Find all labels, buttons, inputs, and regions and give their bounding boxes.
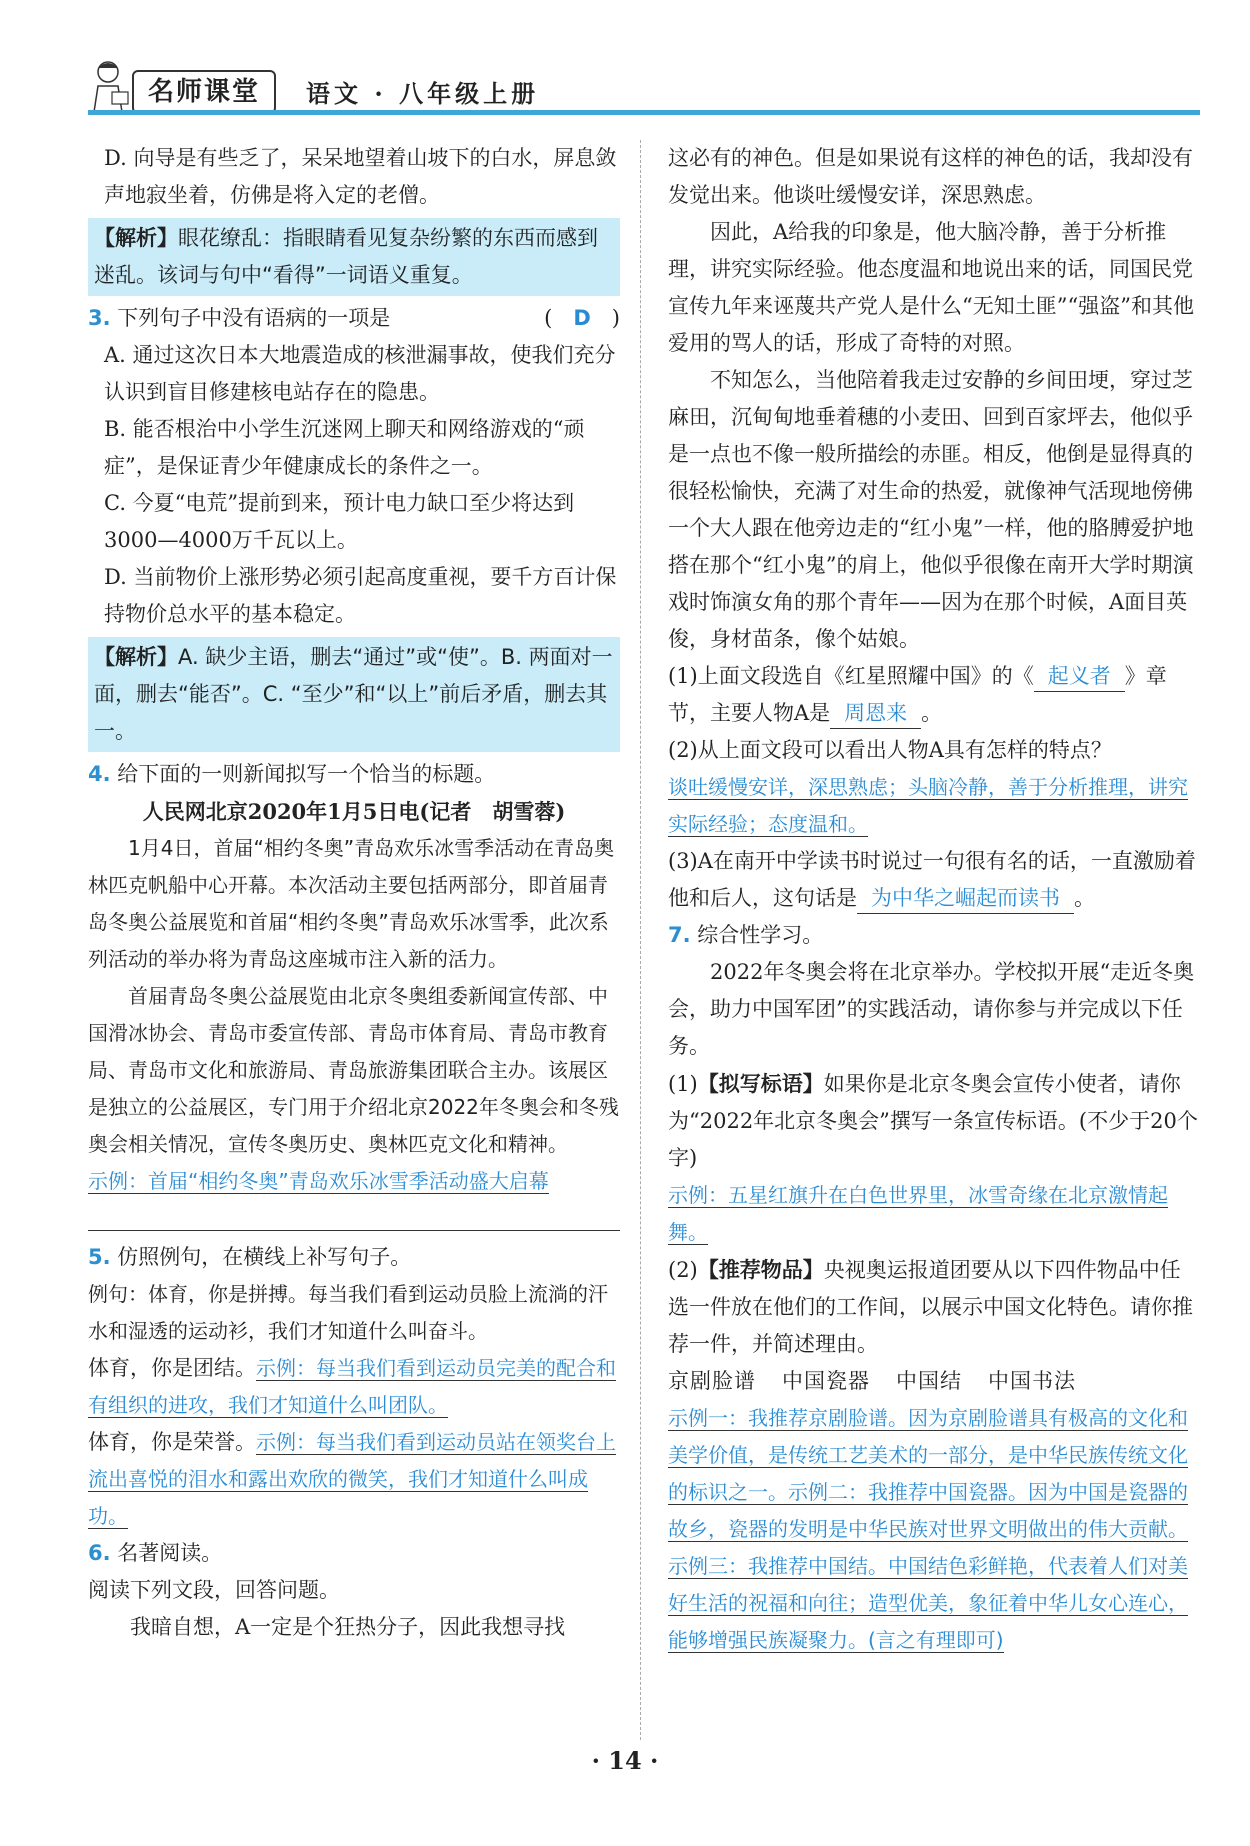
q7-task-2: (2)【推荐物品】央视奥运报道团要从以下四件物品中任选一件放在他们的工作间，以展示中国文化特色。请你推荐一件，并简述理由。 [668, 1257, 1193, 1356]
q6-number: 6. [88, 1541, 111, 1565]
q7-1-tag: 【拟写标语】 [697, 1071, 824, 1096]
q5-answer-1: 示例：每当我们看到运动员完美的配合和有组织的进攻，我们才知道什么叫团队。 [88, 1356, 616, 1417]
right-column [668, 140, 1200, 1659]
page-header [88, 58, 1200, 116]
page-number: · 14 · [591, 1746, 659, 1775]
item-chinese-knot: 中国结 [896, 1369, 962, 1393]
q6-1-answer-chapter: 起义者 [1034, 661, 1125, 692]
brand-logo: 名师课堂 [132, 70, 276, 114]
q6-passage-1: 这必有的神色。但是如果说有这样的神色的话，我却没有发觉出来。他谈吐缓慢安详，深思熟虑。 [668, 146, 1193, 207]
q4-dateline: 人民网北京2020年1月5日电(记者 胡雪蓉) [142, 799, 566, 824]
q6-3-answer: 为中华之崛起而读书 [857, 883, 1074, 914]
q7-intro: 2022年冬奥会将在北京举办。学校拟开展“走近冬奥会，助力中国军团”的实践活动，请你参与并完成以下任务。 [668, 960, 1195, 1058]
q4-stem-line [88, 756, 620, 793]
q6-sub-2: (2)从上面文段可以看出人物A具有怎样的特点？ [668, 738, 1112, 762]
q6-passage-3: 不知怎么，当他陪着我走过安静的乡间田埂，穿过芝麻田，沉甸甸地垂着穗的小麦田、回到百家坪去，他似乎是一点也不像一般所描绘的赤匪。相反，他倒是显得真的很轻松愉快，充满了对生命的热爱，就像神气活现地傍佛一个大人跟在他旁边走的“红小鬼”一样，他的胳膊爱护地搭在那个“红小鬼”的肩上，他似乎很像在南开大学时期演戏时饰演女角的那个青年——因为在那个时候，A面目英俊，身材苗条，像个姑娘。 [668, 368, 1194, 651]
book-title: 语文 · 八年级上册 [306, 79, 540, 108]
column-divider [640, 140, 641, 1740]
q3-answer: D [573, 306, 591, 330]
q6-instruction: 阅读下列文段，回答问题。 [88, 1578, 340, 1602]
q6-sub-1: (1)上面文段选自《红星照耀中国》的《 起义者 》章节，主要人物A是 周恩来 。 [668, 658, 1200, 732]
q4-answer: 示例：首届“相约冬奥”青岛欢乐冰雪季活动盛大启幕 [88, 1169, 549, 1193]
q5-number: 5. [88, 1245, 111, 1269]
header-rule [88, 110, 1200, 115]
student-mascot-icon [88, 58, 132, 114]
q3-analysis [88, 637, 620, 752]
q5-lead-2: 体育，你是荣誉。 [88, 1430, 256, 1454]
q5-item-1 [88, 1350, 620, 1424]
item-calligraphy: 中国书法 [988, 1369, 1076, 1393]
q7-task-1: (1)【拟写标语】如果你是北京冬奥会宣传小使者，请你为“2022年北京冬奥会”撰写一条宣传标语。(不少于20个字) [668, 1071, 1198, 1170]
q7-stem-line [668, 917, 1200, 954]
q3-stem: 下列句子中没有语病的一项是 [117, 306, 391, 330]
q3-stem-line [88, 300, 620, 337]
q3-option-a: A. 通过这次日本大地震造成的核泄漏事故，使我们充分认识到盲目修建核电站存在的隐患。 [104, 343, 616, 404]
q7-number: 7. [668, 923, 691, 947]
q5-answer-2: 示例：每当我们看到运动员站在领奖台上流出喜悦的泪水和露出欢欣的微笑，我们才知道什么叫成功。 [88, 1430, 616, 1528]
q6-1-answer-person: 周恩来 [830, 698, 921, 729]
q3-option-b: B. 能否根治中小学生沉迷网上聊天和网络游戏的“顽症”，是保证青少年健康成长的条件之一。 [104, 417, 585, 478]
q4-news-para-1: 1月4日，首届“相约冬奥”青岛欢乐冰雪季活动在青岛奥林匹克帆船中心开幕。本次活动主要包括两部分，即首届青岛冬奥公益展览和首届“相约冬奥”青岛欢乐冰雪季，此次系列活动的举办将为青岛这座城市注入新的活力。 [88, 836, 615, 971]
q7-2-items [668, 1363, 1200, 1400]
q5-stem-line [88, 1239, 620, 1276]
q7-stem: 综合性学习。 [697, 923, 824, 947]
q5-lead-1: 体育，你是团结。 [88, 1356, 256, 1380]
q6-passage-2: 因此，A给我的印象是，他大脑冷静，善于分析推理，讲究实际经验。他态度温和地说出来的话，同国民党宣传九年来诬蔑共产党人是什么“无知土匪”“强盗”和其他爱用的骂人的话，形成了奇特的对照。 [668, 220, 1194, 355]
q2-option-d: D. 向导是有些乏了，呆呆地望着山坡下的白水，屏息敛声地寂坐着，仿佛是将入定的老僧。 [104, 146, 617, 207]
item-opera-mask: 京剧脸谱 [668, 1369, 756, 1393]
q4-number: 4. [88, 762, 111, 786]
q3-option-c: C. 今夏“电荒”提前到来，预计电力缺口至少将达到3000—4000万千瓦以上。 [104, 491, 575, 552]
item-porcelain: 中国瓷器 [782, 1369, 870, 1393]
q2-analysis [88, 218, 620, 296]
q4-news-para-2: 首届青岛冬奥公益展览由北京冬奥组委新闻宣传部、中国滑冰协会、青岛市委宣传部、青岛市体育局、青岛市教育局、青岛市文化和旅游局、青岛旅游集团联合主办。该展区是独立的公益展区，专门用于介绍北京2022年冬奥会和冬残奥会相关情况，宣传冬奥历史、奥林匹克文化和精神。 [88, 984, 619, 1156]
left-column [88, 140, 620, 1646]
q6-stem-line [88, 1535, 620, 1572]
q5-example: 例句：体育，你是拼搏。每当我们看到运动员脸上流淌的汗水和湿透的运动衫，我们才知道什么叫奋斗。 [88, 1282, 608, 1343]
analysis-tag: 【解析】 [94, 645, 178, 669]
q4-blank-line [88, 1200, 620, 1231]
q2-analysis-text: 眼花缭乱：指眼睛看见复杂纷繁的东西而感到迷乱。该词与句中“看得”一词语义重复。 [94, 226, 598, 287]
q5-item-2 [88, 1424, 620, 1535]
q4-stem: 给下面的一则新闻拟写一个恰当的标题。 [117, 762, 496, 786]
q6-passage-start: 我暗自想，A一定是个狂热分子，因此我想寻找 [130, 1615, 566, 1639]
q6-sub-3: (3)A在南开中学读书时说过一句很有名的话，一直激励着他和后人，这句话是 为中华之崛起而读书 。 [668, 843, 1200, 917]
q3-number: 3. [88, 306, 111, 330]
analysis-tag: 【解析】 [94, 226, 178, 250]
q7-2-tag: 【推荐物品】 [697, 1257, 824, 1282]
q6-2-answer: 谈吐缓慢安详，深思熟虑；头脑冷静，善于分析推理，讲究实际经验；态度温和。 [668, 775, 1188, 836]
q3-option-d: D. 当前物价上涨形势必须引起高度重视，要千方百计保持物价总水平的基本稳定。 [104, 565, 617, 626]
q3-answer-bracket: ( D ) [544, 306, 620, 330]
q5-stem: 仿照例句，在横线上补写句子。 [117, 1245, 412, 1269]
q7-1-answer: 示例：五星红旗升在白色世界里，冰雪奇缘在北京激情起舞。 [668, 1183, 1168, 1244]
q3-analysis-text: A. 缺少主语，删去“通过”或“使”。B. 两面对一面，删去“能否”。C. “至少”和“以上”前后矛盾，删去其一。 [94, 645, 613, 743]
q6-stem: 名著阅读。 [117, 1541, 223, 1565]
q7-2-answer: 示例一：我推荐京剧脸谱。因为京剧脸谱具有极高的文化和美学价值，是传统工艺美术的一部分，是中华民族传统文化的标识之一。示例二：我推荐中国瓷器。因为中国是瓷器的故乡，瓷器的发明是中华民族对世界文明做出的伟大贡献。示例三：我推荐中国结。中国结色彩鲜艳，代表着人们对美好生活的祝福和向往；造型优美，象征着中华儿女心连心，能够增强民族凝聚力。(言之有理即可) [668, 1406, 1188, 1652]
